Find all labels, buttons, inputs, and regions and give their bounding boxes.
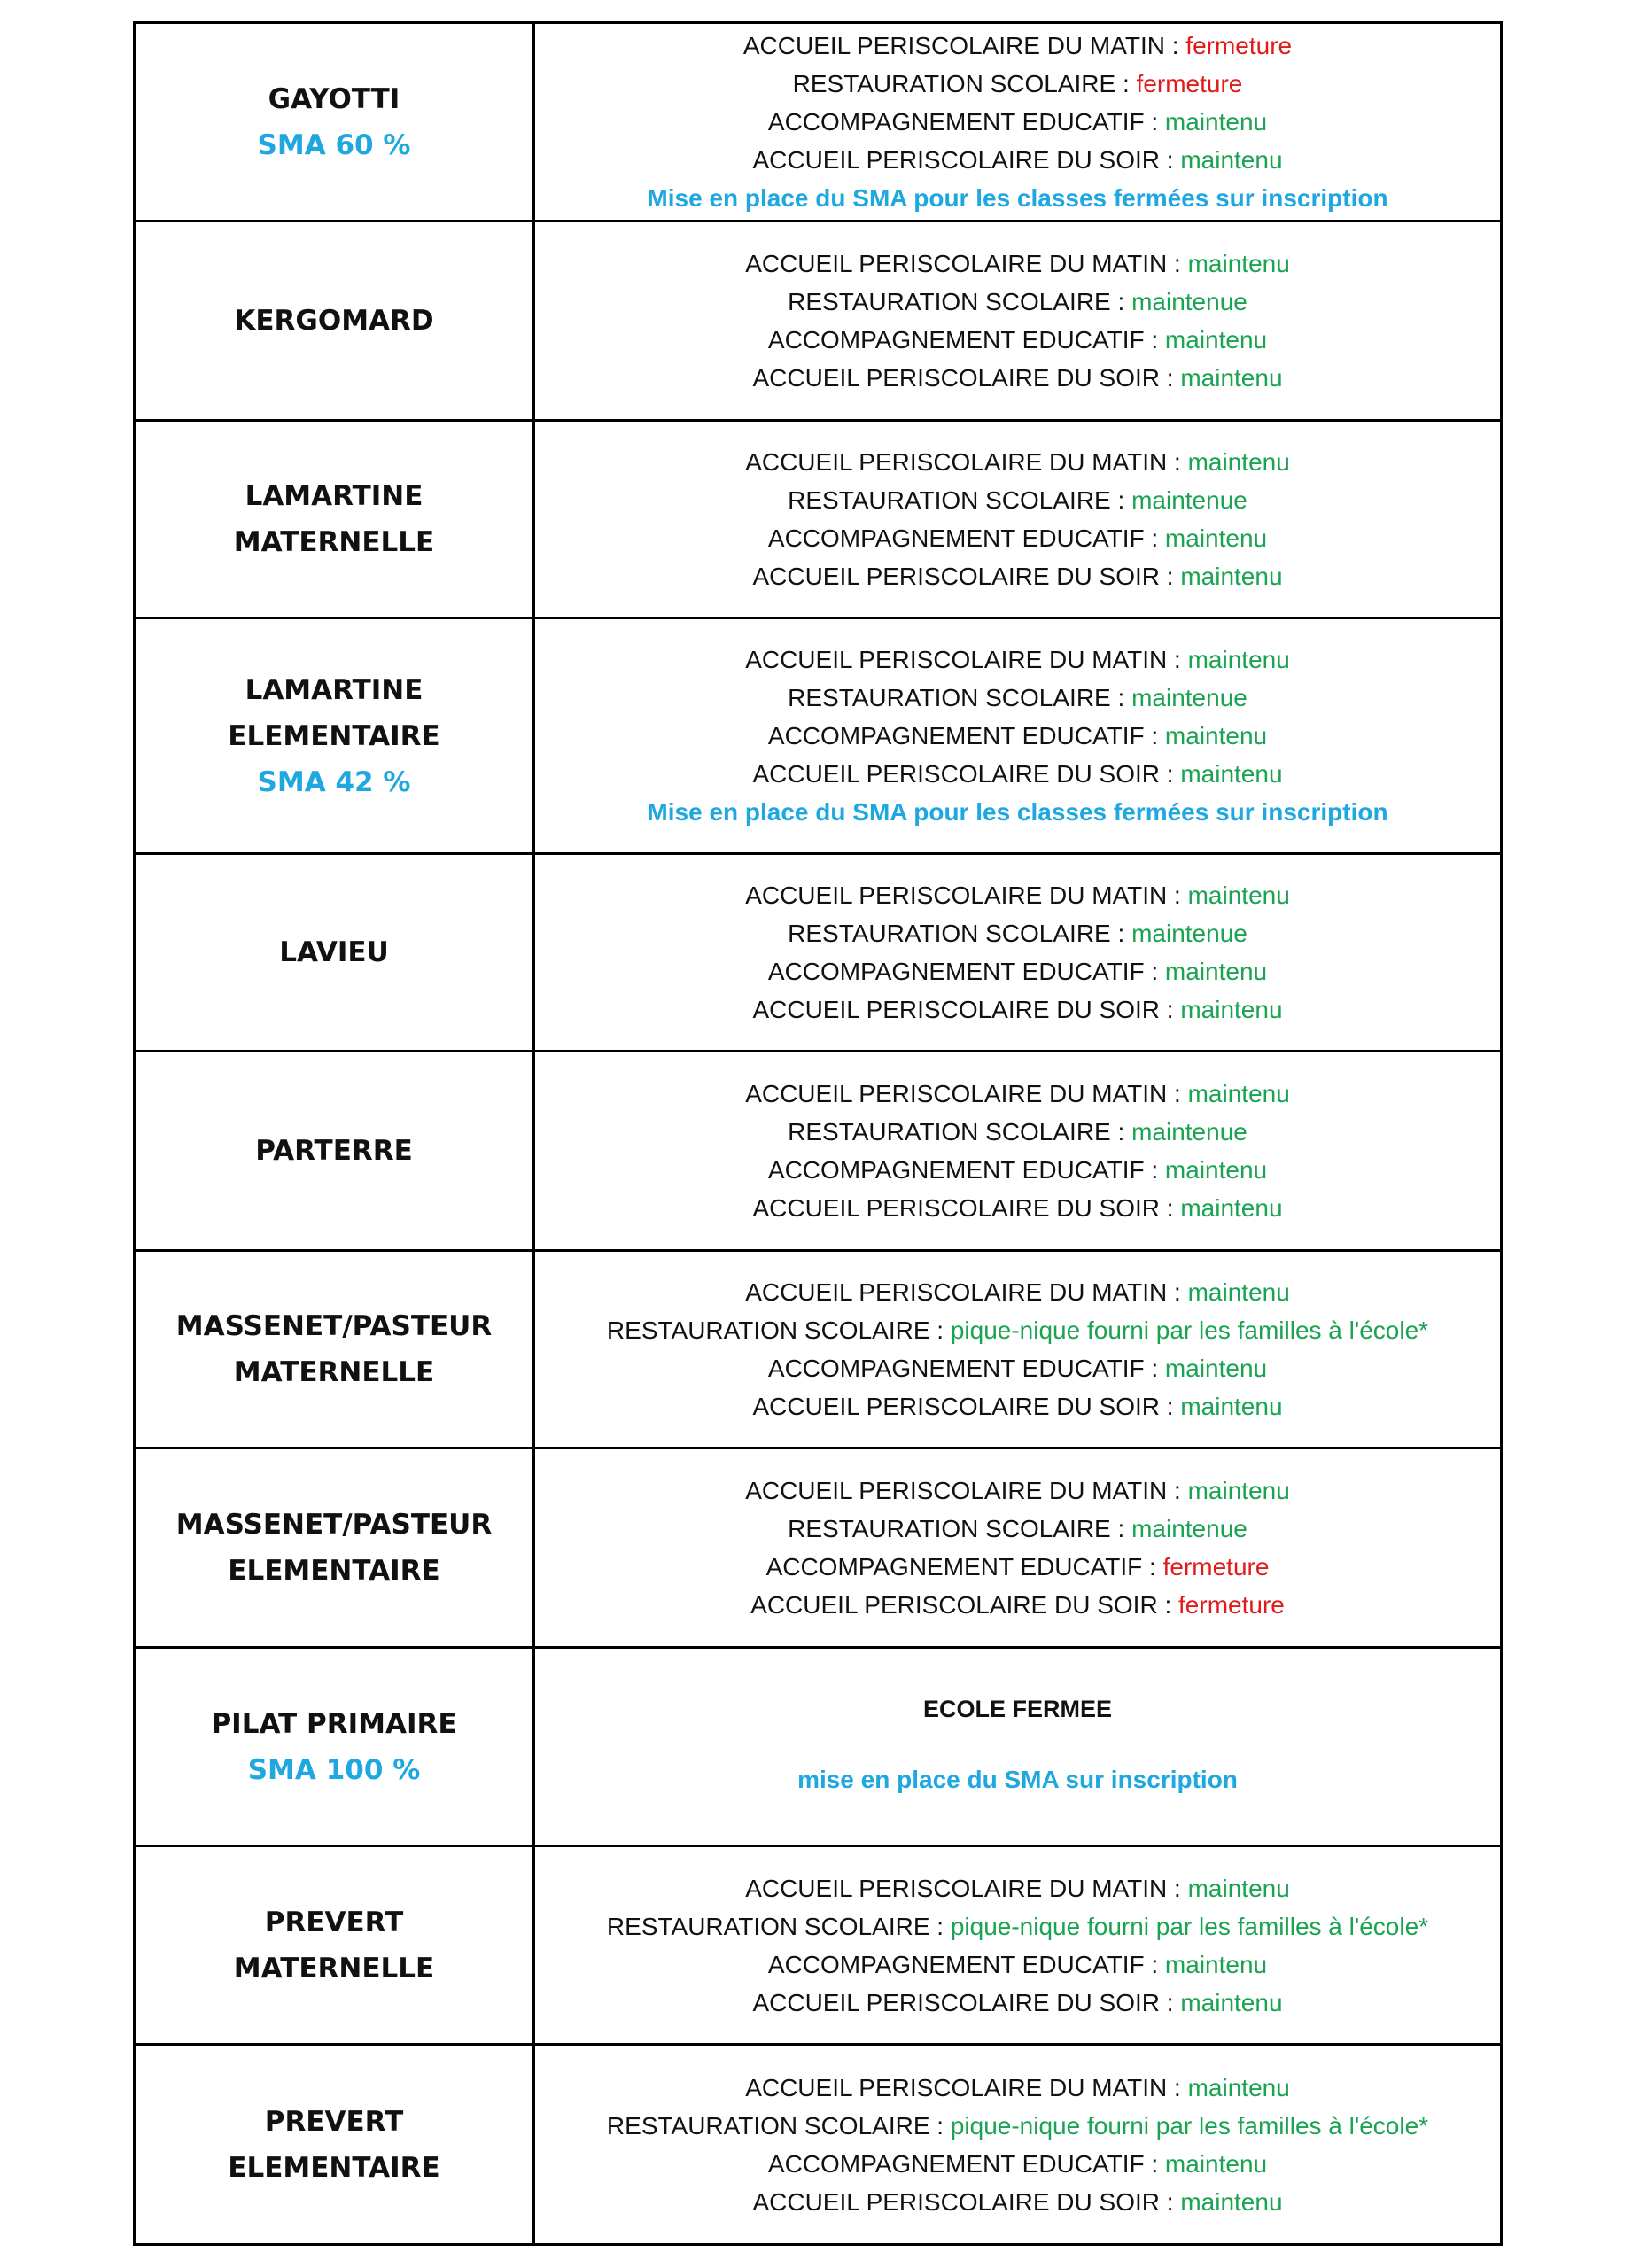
sma-percentage: SMA 100 % bbox=[247, 1753, 421, 1786]
service-line bbox=[535, 679, 1500, 717]
service-line bbox=[535, 283, 1500, 321]
service-line bbox=[535, 2107, 1500, 2145]
service-line bbox=[535, 1151, 1500, 1189]
service-label: RESTAURATION SCOLAIRE : bbox=[788, 288, 1125, 315]
service-line bbox=[535, 1946, 1500, 1984]
services-cell bbox=[534, 23, 1502, 221]
service-status: maintenu bbox=[1180, 563, 1283, 590]
service-line bbox=[535, 1586, 1500, 1624]
service-label: ACCOMPAGNEMENT EDUCATIF : bbox=[767, 958, 1159, 985]
service-status: maintenu bbox=[1187, 882, 1290, 909]
service-line bbox=[535, 1869, 1500, 1907]
service-label: ACCOMPAGNEMENT EDUCATIF : bbox=[767, 1156, 1159, 1184]
sma-percentage: SMA 42 % bbox=[257, 765, 411, 798]
service-label: RESTAURATION SCOLAIRE : bbox=[788, 920, 1125, 947]
school-row bbox=[135, 854, 1502, 1052]
school-row bbox=[135, 1648, 1502, 1846]
school-row bbox=[135, 1052, 1502, 1251]
service-status: pique-nique fourni par les familles à l'école* bbox=[950, 1912, 1429, 1940]
school-name: LAVIEU bbox=[279, 936, 389, 968]
service-line bbox=[535, 914, 1500, 952]
sma-percentage: SMA 60 % bbox=[257, 128, 411, 161]
service-status: fermeture bbox=[1162, 1553, 1270, 1581]
school-name: LAMARTINE bbox=[245, 480, 424, 512]
service-status: maintenu bbox=[1187, 646, 1290, 673]
service-label: ACCUEIL PERISCOLAIRE DU SOIR : bbox=[752, 996, 1174, 1023]
school-name: MATERNELLE bbox=[233, 1952, 435, 1984]
service-label: ACCUEIL PERISCOLAIRE DU MATIN : bbox=[742, 32, 1179, 59]
service-line bbox=[535, 519, 1500, 557]
services-cell bbox=[534, 1648, 1502, 1846]
service-line bbox=[535, 717, 1500, 755]
service-line bbox=[535, 1113, 1500, 1151]
service-label: ACCUEIL PERISCOLAIRE DU SOIR : bbox=[752, 563, 1174, 590]
service-status: maintenu bbox=[1164, 1950, 1268, 1978]
school-name: PARTERRE bbox=[255, 1135, 413, 1167]
service-status: fermeture bbox=[1178, 1591, 1285, 1619]
service-label: ACCOMPAGNEMENT EDUCATIF : bbox=[767, 524, 1159, 552]
service-label: RESTAURATION SCOLAIRE : bbox=[792, 70, 1130, 97]
school-row bbox=[135, 618, 1502, 854]
service-label: ACCUEIL PERISCOLAIRE DU MATIN : bbox=[745, 1278, 1181, 1306]
service-line bbox=[535, 2069, 1500, 2107]
school-name: PREVERT bbox=[264, 1906, 404, 1938]
school-row bbox=[135, 2045, 1502, 2245]
service-line bbox=[535, 952, 1500, 990]
service-label: ACCUEIL PERISCOLAIRE DU SOIR : bbox=[752, 2187, 1174, 2216]
school-name: GAYOTTI bbox=[268, 82, 400, 115]
school-name-cell bbox=[135, 1648, 534, 1846]
school-name: MASSENET/PASTEUR bbox=[175, 1509, 493, 1541]
service-line bbox=[535, 443, 1500, 481]
service-line bbox=[535, 755, 1500, 793]
service-line bbox=[535, 1189, 1500, 1227]
service-line bbox=[535, 1472, 1500, 1510]
service-status: maintenue bbox=[1131, 288, 1247, 315]
service-status: maintenue bbox=[1131, 1515, 1247, 1542]
service-status: maintenue bbox=[1131, 1118, 1247, 1146]
service-status: maintenu bbox=[1180, 364, 1283, 392]
services-cell bbox=[534, 221, 1502, 421]
service-label: RESTAURATION SCOLAIRE : bbox=[788, 684, 1125, 711]
service-status: maintenu bbox=[1164, 524, 1268, 552]
service-line bbox=[535, 1311, 1500, 1349]
service-status: maintenu bbox=[1187, 1278, 1290, 1306]
service-status: maintenu bbox=[1187, 2073, 1290, 2101]
service-label: ACCUEIL PERISCOLAIRE DU MATIN : bbox=[745, 1080, 1181, 1107]
service-status: pique-nique fourni par les familles à l'école* bbox=[950, 2111, 1429, 2140]
service-status: maintenu bbox=[1164, 1355, 1268, 1382]
service-line bbox=[535, 990, 1500, 1029]
service-status: maintenu bbox=[1164, 2149, 1268, 2178]
service-line bbox=[535, 27, 1500, 65]
service-line bbox=[535, 1907, 1500, 1946]
school-name: PILAT PRIMAIRE bbox=[211, 1707, 457, 1740]
school-row bbox=[135, 1251, 1502, 1449]
service-line bbox=[535, 321, 1500, 359]
service-status: maintenu bbox=[1164, 1156, 1268, 1184]
service-line bbox=[535, 1349, 1500, 1387]
school-name-cell bbox=[135, 23, 534, 221]
service-status: maintenu bbox=[1180, 760, 1283, 788]
service-line bbox=[535, 141, 1500, 179]
service-status: maintenu bbox=[1164, 108, 1268, 136]
service-status: maintenue bbox=[1131, 684, 1247, 711]
school-name: MATERNELLE bbox=[233, 526, 435, 558]
service-label: ACCUEIL PERISCOLAIRE DU MATIN : bbox=[745, 1874, 1181, 1902]
service-label: RESTAURATION SCOLAIRE : bbox=[788, 1515, 1125, 1542]
service-status: pique-nique fourni par les familles à l'école* bbox=[950, 1317, 1429, 1344]
service-status: maintenu bbox=[1180, 146, 1283, 174]
service-label: ACCOMPAGNEMENT EDUCATIF : bbox=[767, 1355, 1159, 1382]
school-name-cell bbox=[135, 221, 534, 421]
school-name-cell bbox=[135, 421, 534, 618]
school-name-cell bbox=[135, 854, 534, 1052]
service-line bbox=[535, 1984, 1500, 2022]
service-status: maintenu bbox=[1187, 1080, 1290, 1107]
services-cell bbox=[534, 1251, 1502, 1449]
service-status: fermeture bbox=[1136, 70, 1243, 97]
service-line bbox=[535, 359, 1500, 397]
school-name-cell bbox=[135, 618, 534, 854]
school-row bbox=[135, 1449, 1502, 1648]
school-name-cell bbox=[135, 1846, 534, 2045]
sma-note: Mise en place du SMA pour les classes fermées sur inscription bbox=[647, 798, 1388, 826]
service-status: maintenu bbox=[1164, 958, 1268, 985]
services-cell bbox=[534, 854, 1502, 1052]
service-label: ACCOMPAGNEMENT EDUCATIF : bbox=[767, 1950, 1159, 1978]
service-label: ACCUEIL PERISCOLAIRE DU MATIN : bbox=[745, 2073, 1181, 2101]
service-label: ACCOMPAGNEMENT EDUCATIF : bbox=[767, 326, 1159, 353]
service-line bbox=[535, 876, 1500, 914]
service-label: ACCUEIL PERISCOLAIRE DU MATIN : bbox=[745, 448, 1181, 476]
service-line bbox=[535, 103, 1500, 141]
school-name: KERGOMARD bbox=[234, 305, 434, 337]
service-status: maintenue bbox=[1131, 920, 1247, 947]
school-closed-label: ECOLE FERMEE bbox=[922, 1695, 1113, 1722]
service-line bbox=[535, 1273, 1500, 1311]
schools-table bbox=[133, 21, 1503, 2246]
school-name: LAMARTINE bbox=[245, 673, 424, 706]
service-label: RESTAURATION SCOLAIRE : bbox=[606, 1317, 944, 1344]
service-label: ACCUEIL PERISCOLAIRE DU SOIR : bbox=[752, 1194, 1174, 1222]
school-row bbox=[135, 1846, 1502, 2045]
service-label: ACCUEIL PERISCOLAIRE DU SOIR : bbox=[752, 760, 1174, 788]
service-label: ACCUEIL PERISCOLAIRE DU MATIN : bbox=[745, 250, 1181, 277]
services-cell bbox=[534, 1449, 1502, 1648]
school-name-cell bbox=[135, 1449, 534, 1648]
service-line bbox=[535, 1075, 1500, 1113]
service-status: maintenu bbox=[1180, 1393, 1283, 1420]
service-line bbox=[535, 65, 1500, 103]
service-label: RESTAURATION SCOLAIRE : bbox=[606, 1912, 944, 1940]
school-name: MASSENET/PASTEUR bbox=[175, 1310, 493, 1342]
service-label: RESTAURATION SCOLAIRE : bbox=[788, 486, 1125, 514]
service-status: maintenu bbox=[1187, 250, 1290, 277]
service-status: maintenu bbox=[1187, 1477, 1290, 1504]
service-label: ACCUEIL PERISCOLAIRE DU SOIR : bbox=[752, 146, 1174, 174]
services-cell bbox=[534, 2045, 1502, 2245]
sma-note: Mise en place du SMA pour les classes fermées sur inscription bbox=[647, 184, 1388, 212]
service-label: RESTAURATION SCOLAIRE : bbox=[606, 2111, 944, 2140]
services-cell bbox=[534, 1846, 1502, 2045]
service-label: ACCUEIL PERISCOLAIRE DU SOIR : bbox=[752, 364, 1174, 392]
service-line bbox=[535, 1510, 1500, 1548]
services-cell bbox=[534, 421, 1502, 618]
school-name: ELEMENTAIRE bbox=[228, 1555, 440, 1587]
service-line bbox=[535, 557, 1500, 595]
school-row bbox=[135, 421, 1502, 618]
service-line bbox=[535, 1387, 1500, 1425]
service-line bbox=[535, 2145, 1500, 2183]
service-status: maintenu bbox=[1164, 326, 1268, 353]
service-line bbox=[535, 1548, 1500, 1586]
service-status: maintenu bbox=[1180, 1988, 1283, 2016]
school-name-cell bbox=[135, 2045, 534, 2245]
school-name: ELEMENTAIRE bbox=[228, 719, 440, 752]
service-status: maintenue bbox=[1131, 486, 1247, 514]
service-status: maintenu bbox=[1187, 448, 1290, 476]
service-label: ACCUEIL PERISCOLAIRE DU MATIN : bbox=[745, 1477, 1181, 1504]
school-name: MATERNELLE bbox=[233, 1356, 435, 1388]
service-status: maintenu bbox=[1180, 1194, 1283, 1222]
service-label: ACCOMPAGNEMENT EDUCATIF : bbox=[765, 1553, 1156, 1581]
school-name: ELEMENTAIRE bbox=[228, 2151, 440, 2184]
services-cell bbox=[534, 618, 1502, 854]
service-line bbox=[535, 2183, 1500, 2221]
service-label: ACCUEIL PERISCOLAIRE DU SOIR : bbox=[750, 1591, 1172, 1619]
service-label: ACCUEIL PERISCOLAIRE DU MATIN : bbox=[745, 882, 1181, 909]
school-name-cell bbox=[135, 1251, 534, 1449]
service-status: fermeture bbox=[1185, 32, 1293, 59]
service-line bbox=[535, 481, 1500, 519]
service-line bbox=[535, 641, 1500, 679]
school-name-cell bbox=[135, 1052, 534, 1251]
school-row bbox=[135, 221, 1502, 421]
service-status: maintenu bbox=[1187, 1874, 1290, 1902]
sma-note: mise en place du SMA sur inscription bbox=[797, 1765, 1238, 1793]
school-row bbox=[135, 23, 1502, 221]
school-name: PREVERT bbox=[264, 2105, 404, 2138]
service-label: ACCUEIL PERISCOLAIRE DU SOIR : bbox=[752, 1988, 1174, 2016]
service-label: RESTAURATION SCOLAIRE : bbox=[788, 1118, 1125, 1146]
services-cell bbox=[534, 1052, 1502, 1251]
service-status: maintenu bbox=[1180, 996, 1283, 1023]
service-label: ACCOMPAGNEMENT EDUCATIF : bbox=[767, 108, 1159, 136]
service-label: ACCUEIL PERISCOLAIRE DU MATIN : bbox=[745, 646, 1181, 673]
service-status: maintenu bbox=[1164, 722, 1268, 750]
service-line bbox=[535, 245, 1500, 283]
service-label: ACCUEIL PERISCOLAIRE DU SOIR : bbox=[752, 1393, 1174, 1420]
service-status: maintenu bbox=[1180, 2187, 1283, 2216]
service-label: ACCOMPAGNEMENT EDUCATIF : bbox=[767, 722, 1159, 750]
service-label: ACCOMPAGNEMENT EDUCATIF : bbox=[767, 2149, 1159, 2178]
